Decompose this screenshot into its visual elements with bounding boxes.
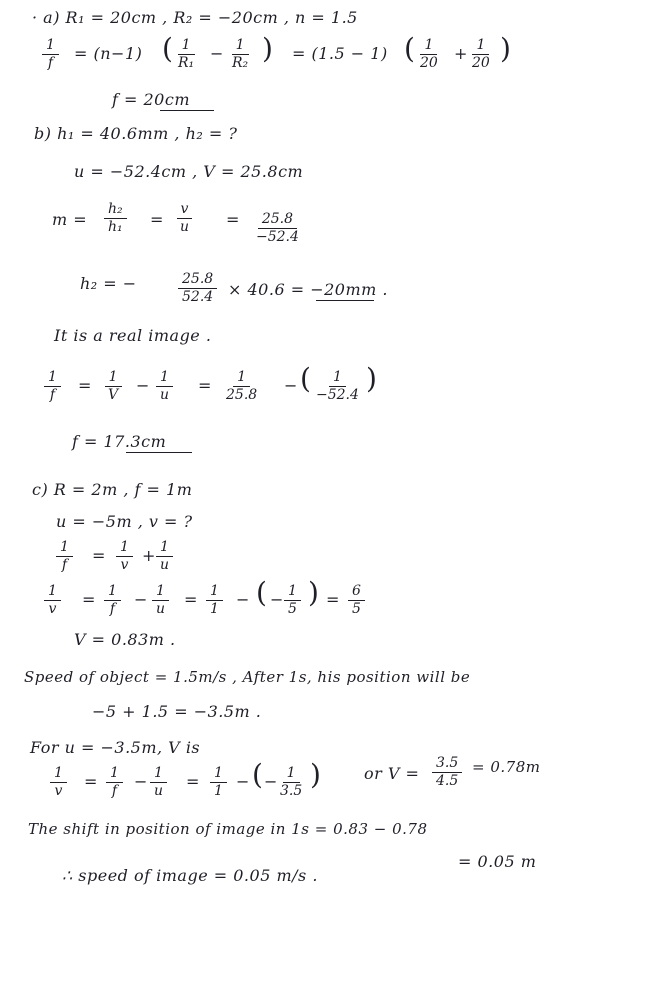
equals: = bbox=[184, 590, 198, 609]
paren-close: ) bbox=[310, 758, 321, 791]
denominator: h₁ bbox=[108, 219, 123, 236]
denominator: 4.5 bbox=[436, 773, 459, 790]
h2-result: × 40.6 = −20mm . bbox=[228, 280, 388, 299]
part-b-given: b) h₁ = 40.6mm , h₂ = ? bbox=[34, 124, 238, 143]
numerator: 1 bbox=[233, 370, 250, 387]
numerator: 1 bbox=[284, 584, 301, 601]
fraction-1-over-f bbox=[42, 38, 59, 72]
lens-maker-substituted: = (1.5 − 1) bbox=[292, 44, 388, 63]
minus-sign: − bbox=[134, 772, 148, 791]
denominator: f bbox=[111, 783, 118, 800]
numerator: 25.8 bbox=[178, 272, 217, 289]
numerator: 1 bbox=[150, 766, 167, 783]
lens-maker-lhs: = (n−1) bbox=[74, 44, 143, 63]
denominator: V bbox=[108, 387, 119, 404]
fraction-1-over-f bbox=[106, 766, 123, 800]
denominator: 25.8 bbox=[226, 387, 258, 404]
paren-close: ) bbox=[500, 32, 511, 65]
fraction-6-over-5 bbox=[348, 584, 365, 618]
numerator: v bbox=[177, 202, 193, 219]
plus-sign: + bbox=[142, 546, 156, 565]
numerator: 1 bbox=[104, 584, 121, 601]
paren-open: ( bbox=[300, 362, 311, 395]
fraction-1-over-f bbox=[104, 584, 121, 618]
minus-sign: − bbox=[136, 376, 150, 395]
denominator: u bbox=[180, 219, 190, 236]
numerator: 1 bbox=[232, 38, 249, 55]
fraction-25-8-over-52-4 bbox=[178, 272, 217, 306]
denominator: 5 bbox=[288, 601, 297, 618]
v-result: V = 0.83m . bbox=[74, 630, 176, 649]
fraction-25-8-over-neg-52-4 bbox=[252, 212, 303, 246]
equals: = bbox=[150, 210, 164, 229]
numerator: 1 bbox=[178, 38, 195, 55]
minus-sign: − bbox=[284, 376, 298, 395]
fraction-1-over-1 bbox=[210, 766, 227, 800]
paren-open: ( bbox=[252, 758, 263, 791]
denominator: 52.4 bbox=[182, 289, 214, 306]
numerator: 1 bbox=[206, 584, 223, 601]
denominator: 5 bbox=[352, 601, 361, 618]
fraction-1-over-v bbox=[44, 584, 61, 618]
denominator: −52.4 bbox=[256, 229, 299, 246]
or-v-label: or V = bbox=[364, 764, 420, 783]
part-b-distances: u = −52.4cm , V = 25.8cm bbox=[74, 162, 304, 181]
numerator: 25.8 bbox=[258, 212, 297, 229]
denominator: 3.5 bbox=[280, 783, 303, 800]
fraction-1-over-u bbox=[152, 584, 169, 618]
result-underline bbox=[126, 452, 192, 453]
equals: = bbox=[82, 590, 96, 609]
equals: = bbox=[92, 546, 106, 565]
paren-close: ) bbox=[262, 32, 273, 65]
minus-sign: − bbox=[134, 590, 148, 609]
part-c-distances: u = −5m , v = ? bbox=[56, 512, 193, 531]
paren-close: ) bbox=[308, 576, 319, 609]
plus-sign: + bbox=[454, 44, 468, 63]
fraction-1-over-5 bbox=[284, 584, 301, 618]
equals: = bbox=[198, 376, 212, 395]
minus-sign: − bbox=[270, 590, 284, 609]
equals: = bbox=[78, 376, 92, 395]
denominator: 1 bbox=[210, 601, 219, 618]
fraction-1-over-neg-52-4 bbox=[312, 370, 363, 404]
denominator: R₂ bbox=[232, 55, 249, 72]
denominator: u bbox=[156, 601, 166, 618]
paren-open: ( bbox=[404, 32, 415, 65]
numerator: 1 bbox=[156, 370, 173, 387]
denominator: v bbox=[54, 783, 63, 800]
fraction-1-over-f bbox=[56, 540, 73, 574]
fraction-1-over-f bbox=[44, 370, 61, 404]
numerator: 1 bbox=[106, 766, 123, 783]
equals: = bbox=[186, 772, 200, 791]
speed-of-object-line: Speed of object = 1.5m/s , After 1s, his position will be bbox=[24, 668, 471, 686]
denominator: 20 bbox=[472, 55, 490, 72]
paren-close: ) bbox=[366, 362, 377, 395]
or-v-result: = 0.78m bbox=[472, 758, 541, 776]
denominator: f bbox=[109, 601, 116, 618]
numerator: 1 bbox=[210, 766, 227, 783]
paren-open: ( bbox=[256, 576, 267, 609]
fraction-v-over-u bbox=[176, 202, 193, 236]
shift-line: The shift in position of image in 1s = 0.83 − 0.78 bbox=[28, 820, 428, 838]
numerator: 1 bbox=[283, 766, 300, 783]
part-a-given: · a) R₁ = 20cm , R₂ = −20cm , n = 1.5 bbox=[32, 8, 358, 27]
real-image-note: It is a real image . bbox=[54, 326, 212, 345]
denominator: f bbox=[47, 55, 54, 72]
numerator: 1 bbox=[156, 540, 173, 557]
part-c-given: c) R = 2m , f = 1m bbox=[32, 480, 193, 499]
numerator: 1 bbox=[420, 38, 437, 55]
numerator: 1 bbox=[50, 766, 67, 783]
new-position-line: −5 + 1.5 = −3.5m . bbox=[92, 702, 262, 721]
fraction-1-over-r1 bbox=[174, 38, 198, 72]
fraction-1-over-u bbox=[156, 540, 173, 574]
minus-sign: − bbox=[236, 590, 250, 609]
numerator: 3.5 bbox=[432, 756, 462, 773]
fraction-1-over-v bbox=[50, 766, 67, 800]
numerator: 1 bbox=[472, 38, 489, 55]
denominator: u bbox=[160, 387, 170, 404]
minus-sign: − bbox=[264, 772, 278, 791]
denominator: f bbox=[61, 557, 68, 574]
denominator: 20 bbox=[420, 55, 438, 72]
equals: = bbox=[84, 772, 98, 791]
fraction-1-over-3-5 bbox=[276, 766, 306, 800]
numerator: 1 bbox=[56, 540, 73, 557]
denominator: 1 bbox=[214, 783, 223, 800]
denominator: v bbox=[120, 557, 129, 574]
magnification-label: m = bbox=[52, 210, 88, 229]
numerator: h₂ bbox=[104, 202, 127, 219]
fraction-1-over-v bbox=[116, 540, 133, 574]
equals: = bbox=[226, 210, 240, 229]
fraction-1-over-20 bbox=[468, 38, 494, 72]
denominator: f bbox=[49, 387, 56, 404]
speed-of-image-line: ∴ speed of image = 0.05 m/s . bbox=[62, 866, 318, 885]
numerator: 1 bbox=[42, 38, 59, 55]
for-u-line: For u = −3.5m, V is bbox=[30, 738, 201, 757]
numerator: 1 bbox=[152, 584, 169, 601]
minus-sign: − bbox=[236, 772, 250, 791]
numerator: 1 bbox=[105, 370, 122, 387]
denominator: v bbox=[48, 601, 57, 618]
fraction-1-over-u bbox=[156, 370, 173, 404]
numerator: 1 bbox=[44, 370, 61, 387]
denominator: −52.4 bbox=[316, 387, 359, 404]
result-underline bbox=[316, 300, 374, 301]
numerator: 1 bbox=[44, 584, 61, 601]
part-b-result: f = 17.3cm bbox=[72, 432, 167, 451]
denominator: u bbox=[160, 557, 170, 574]
numerator: 1 bbox=[116, 540, 133, 557]
fraction-1-over-r2 bbox=[228, 38, 252, 72]
fraction-1-over-v bbox=[104, 370, 122, 404]
numerator: 1 bbox=[329, 370, 346, 387]
denominator: R₁ bbox=[178, 55, 195, 72]
fraction-3-5-over-4-5 bbox=[432, 756, 462, 790]
fraction-1-over-1 bbox=[206, 584, 223, 618]
paren-open: ( bbox=[162, 32, 173, 65]
denominator: u bbox=[154, 783, 164, 800]
fraction-h2-over-h1 bbox=[104, 202, 127, 236]
shift-result: = 0.05 m bbox=[458, 852, 537, 871]
minus-sign: − bbox=[210, 44, 224, 63]
part-a-result: f = 20cm bbox=[112, 90, 190, 109]
h2-label: h₂ = − bbox=[80, 274, 137, 293]
fraction-1-over-25-8 bbox=[222, 370, 261, 404]
fraction-1-over-20 bbox=[416, 38, 442, 72]
equals: = bbox=[326, 590, 340, 609]
result-underline bbox=[160, 110, 214, 111]
fraction-1-over-u bbox=[150, 766, 167, 800]
numerator: 6 bbox=[348, 584, 365, 601]
